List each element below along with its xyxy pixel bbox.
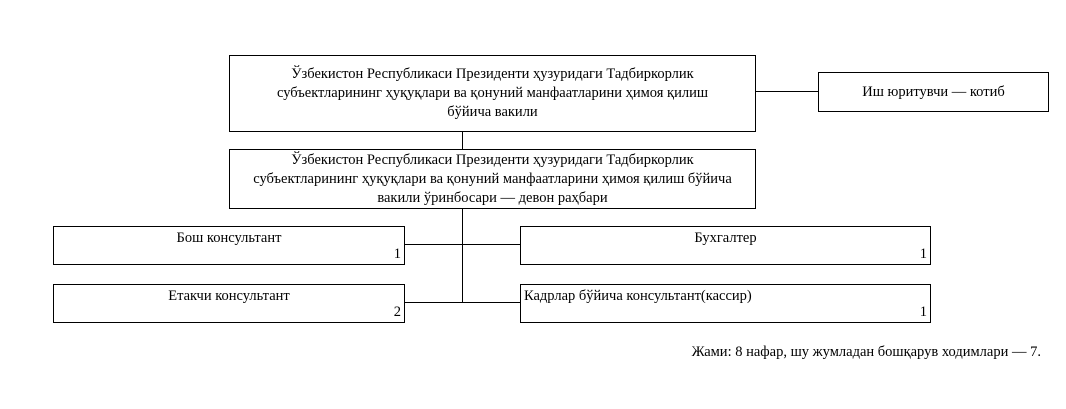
secretary-box <box>818 72 1049 112</box>
connector-row1 <box>404 244 521 245</box>
connector-row2 <box>404 302 521 303</box>
hr-consultant-count: 1 <box>919 304 927 320</box>
representative-title: Ўзбекистон Республикаси Президенти ҳузуридаги Тадбиркорлик субъектларининг ҳуқуқлари ва қонуний манфаатларини ҳимоя қилиш бўйича вакили <box>276 66 709 120</box>
accountant-label: Бухгалтер <box>694 230 757 246</box>
hr-consultant-box <box>520 284 931 323</box>
accountant-box <box>520 226 931 265</box>
accountant-count: 1 <box>919 246 927 262</box>
deputy-box <box>229 149 756 209</box>
representative-box <box>229 55 756 132</box>
chief-consultant-count: 1 <box>393 246 401 262</box>
lead-consultant-label: Етакчи консультант <box>168 288 290 304</box>
connector-trunk <box>462 208 463 303</box>
lead-consultant-box <box>53 284 405 323</box>
chief-consultant-box <box>53 226 405 265</box>
deputy-title: Ўзбекистон Республикаси Президенти ҳузуридаги Тадбиркорлик субъектларининг ҳуқуқлари ва қонуний манфаатларини ҳимоя қилиш бўйича вакили ўринбосари — девон раҳбари <box>253 152 732 206</box>
connector-rep-deputy <box>462 131 463 150</box>
connector-rep-secretary <box>755 91 819 92</box>
staff-total-note: Жами: 8 нафар, шу жумладан бошқарув ходимлари — 7. <box>691 344 1041 360</box>
lead-consultant-count: 2 <box>393 304 401 320</box>
chief-consultant-label: Бош консультант <box>176 230 282 246</box>
hr-consultant-label: Кадрлар бўйича консультант(кассир) <box>524 288 752 304</box>
secretary-title: Иш юритувчи — котиб <box>862 84 1005 100</box>
